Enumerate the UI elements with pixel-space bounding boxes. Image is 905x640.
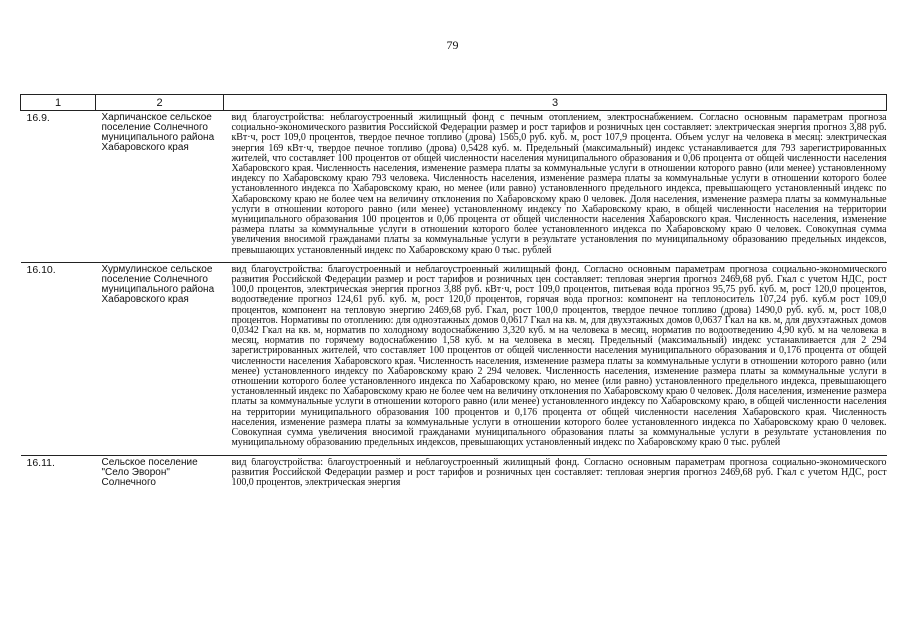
column-header-3: 3	[224, 95, 887, 111]
row-number: 16.10.	[26, 263, 56, 276]
row-description: вид благоустройства: неблагоустроенный жилищный фонд с печным отоплением, электроснабжением. Согласно основным параметрам прогноза социально-экономического развития Российской Федерации размер и рост тарифов и розничных цен составляет: электрическая энергия прогноз 3,88 руб. кВт·ч, рост 109,0 процентов, твердое печное топливо (дрова) 1565,0 руб. куб. м, рост 107,9 процента. Объем услуг на человека в месяц: электрическая энергия 169 кВт·ч, твердое печное топливо (дрова) 0,5428 куб. м. Предельный (максимальный) индекс устанавливается для 793 зарегистрированных жителей, что составляет 100 процентов от общей численности населения муниципального образования и 0,06 процента от общей численности населения Хабаровского края. Численность населения, изменение размера платы за коммунальные услуги в отношении которого равно (или менее) установленному индексу по Хабаровскому краю 793 человека. Численность населения, изменение размера платы за коммунальные услуги в отношении которого более установленного индекса по Хабаровскому краю, но менее (или равно) установленного предельного индекса, превышающего установленный индекс по Хабаровскому краю не более чем на величину отклонения по Хабаровскому краю 0 человек. Доля населения, изменение размера платы за коммунальные услуги в отношении которого равно (или менее) установленному индексу по Хабаровскому краю, в общей численности населения на территории муниципального образования 100 процентов и 0,06 процента от общей численности населения Хабаровского края. Численность населения, изменение размера платы за коммунальные услуги в отношении которого более установленного индекса по Хабаровскому краю 0 человек. Совокупная сумма увеличения вносимой гражданами платы за коммунальные услуги в результате установления по муниципальному образованию предельных индексов, превышающих установленный индекс по Хабаровскому краю 0 тыс. рублей	[231, 112, 887, 256]
settlement-name: Хурмулинское сельское поселение Солнечного муниципального района Хабаровского края	[101, 263, 215, 305]
document-table	[20, 94, 887, 528]
row-description	[224, 456, 887, 528]
column-header-2: 2	[96, 95, 224, 111]
table-header-row	[21, 95, 887, 111]
document-table-container	[20, 94, 886, 528]
table-row	[21, 111, 887, 263]
row-description: вид благоустройства: благоустроенный и неблагоустроенный жилищный фонд. Согласно основным параметрам прогноза социально-экономического развития Российской Федерации размер и рост тарифов и розничных цен составляет: тепловая энергия прогноз 2469,68 руб. Гкал с учетом НДС, рост 100,0 процентов, электрическая энергия прогноз 3,88 руб. кВт·ч, рост 109,0 процентов, питьевая вода прогноз 95,75 руб. куб. м, рост 120,0 процентов, водоотведение прогноз 124,61 руб. куб. м, рост 120,0 процентов, горячая вода прогноз: компонент на теплоноситель 107,24 руб. куб.м рост 109,0 процентов, компонент на тепловую энергию 2469,68 руб. Гкал, рост 100,0 процентов, твердое печное топливо (дрова) 1490,0 руб. куб. м, рост 108,0 процентов. Нормативы по отоплению: для одноэтажных домов 0,0617 Гкал на кв. м, для двухэтажных домов 0,0637 Гкал на кв. м, для двухэтажных домов 0,0342 Гкал на кв. м, норматив по холодному водоснабжению 3,320 куб. м на человека в месяц, норматив по водоотведению 4,90 куб. м на человека в месяц, норматив по горячему водоснабжению 1,58 куб. м на человека в месяц. Предельный (максимальный) индекс устанавливается для 2 294 зарегистрированных жителей, что составляет 100 процентов от общей численности населения муниципального образования и 0,176 процента от общей численности населения Хабаровского края. Численность населения, изменение размера платы за коммунальные услуги в отношении которого равно (или менее) установленного индексу по Хабаровскому краю 2 294 человек. Численность населения, изменение размера платы за коммунальные услуги в отношении которого более установленного индекса по Хабаровскому краю, но менее (или равно) установленного предельного индекса, превышающего установленный индекс по Хабаровскому краю не более чем на величину отклонения по Хабаровскому краю 0 человек. Доля населения, изменение размера платы за коммунальные услуги в отношении которого равно (или менее) установленного индексу по Хабаровскому краю, в общей численности населения на территории муниципального образования 100 процентов и 0,176 процента от общей численности населения Хабаровского края. Численность населения, изменение размера платы за коммунальные услуги в отношении которого более установленного индекса по Хабаровскому краю 0 человек. Совокупная сумма увеличения вносимой гражданами муниципального образования платы за коммунальные услуги в результате установления по муниципальному образованию предельных индексов, превышающих установленный индекс по Хабаровскому краю 0 тыс. рублей	[231, 263, 887, 449]
settlement-name: Сельское поселение "Село Эворон" Солнечного	[101, 456, 198, 488]
settlement-name: Харпичанское сельское поселение Солнечного муниципального района Хабаровского края	[101, 112, 215, 153]
row-description-text: вид благоустройства: благоустроенный и неблагоустроенный жилищный фонд. Согласно основным параметрам прогноза социально-экономического развития Российской Федерации размер и рост тарифов и розничных цен составляет: тепловая энергия прогноз 2469,68 руб. Гкал с учетом НДС, рост 100,0 процентов, электрическая энергия	[231, 457, 887, 488]
row-number: 16.11.	[26, 456, 55, 469]
column-header-1: 1	[21, 95, 96, 111]
table-row	[21, 456, 887, 528]
page-number: 79	[446, 38, 459, 52]
table-row	[21, 263, 887, 455]
row-number: 16.9.	[26, 112, 50, 124]
